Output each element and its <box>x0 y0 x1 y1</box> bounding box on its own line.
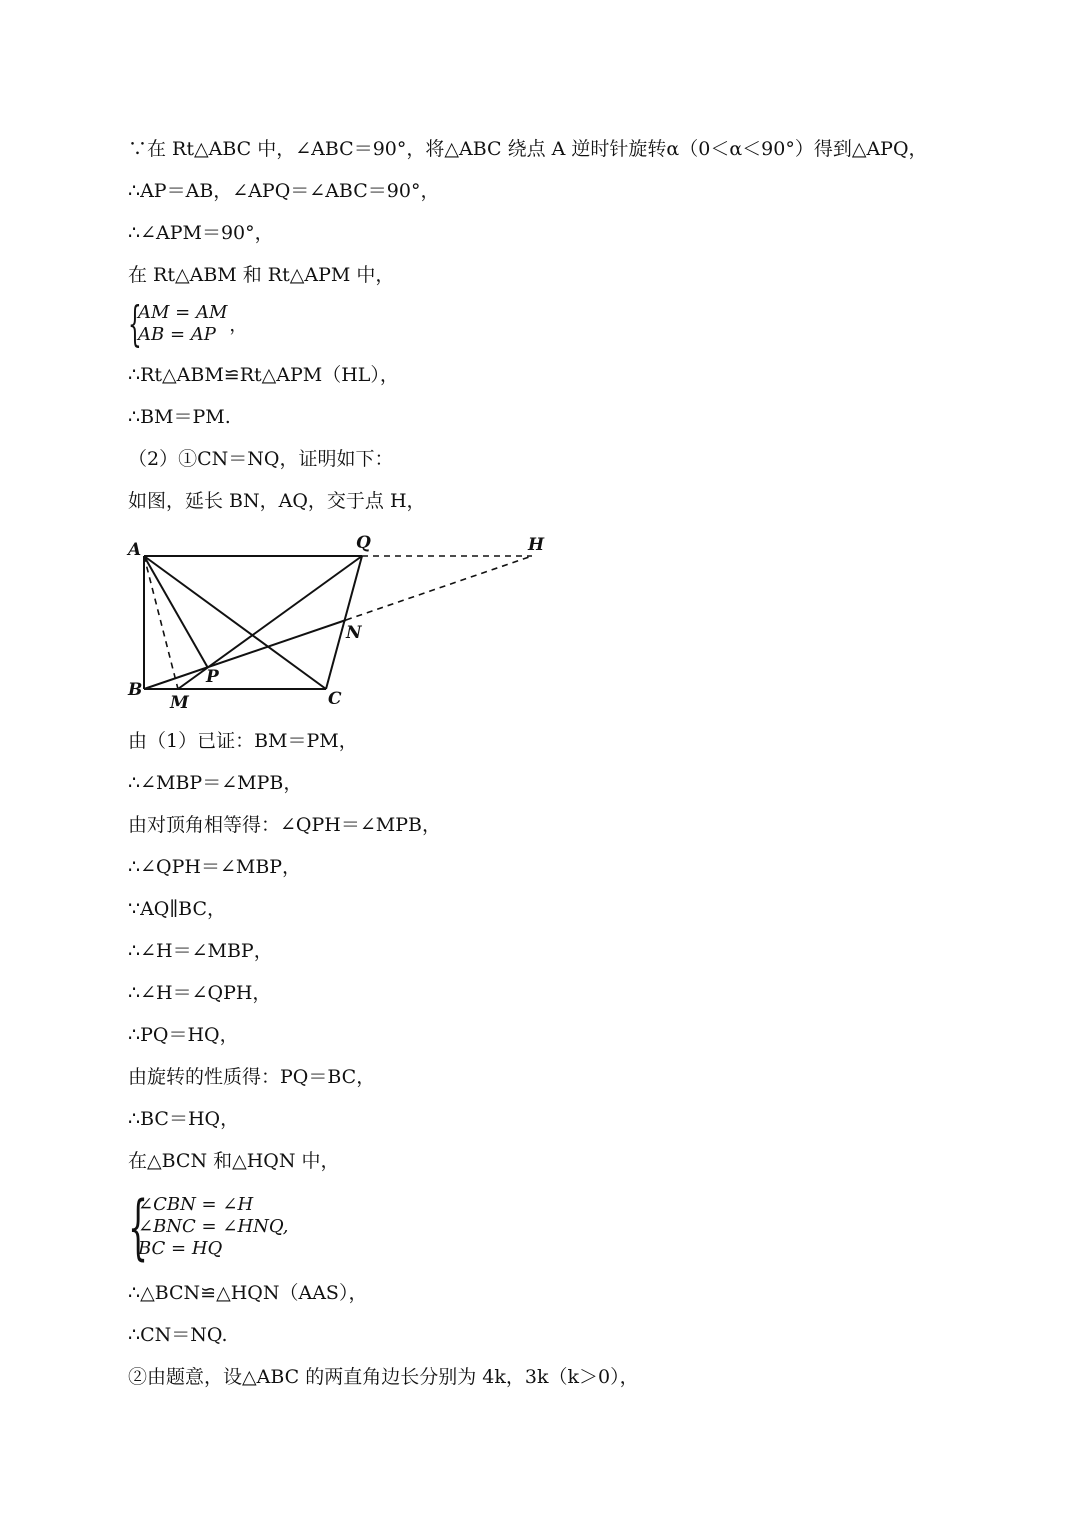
text-line-4: 在 Rt△ABM 和 Rt△APM 中， <box>128 264 395 286</box>
text-line-17: 由旋转的性质得：PQ＝BC， <box>128 1066 376 1088</box>
text-line-21: ∴CN＝NQ. <box>128 1324 228 1346</box>
segment-NH-dashed <box>346 556 532 620</box>
text-line-11: 由对顶角相等得：∠QPH＝∠MPB， <box>128 814 441 836</box>
label-M: M <box>170 693 189 713</box>
system-row: AM = AM <box>138 302 228 323</box>
segment-AP <box>144 556 208 668</box>
segment-AC <box>144 556 326 689</box>
text-line-10: ∴∠MBP＝∠MPB， <box>128 772 303 794</box>
text-line-15: ∴∠H＝∠QPH， <box>128 982 272 1004</box>
text-line-16: ∴PQ＝HQ， <box>128 1024 239 1046</box>
text-line-3: ∴∠APM＝90°， <box>128 222 274 244</box>
text-line-2: ∴AP＝AB，∠APQ＝∠ABC＝90°， <box>128 180 440 202</box>
system-row: BC = HQ <box>138 1238 223 1259</box>
label-B: B <box>128 680 143 700</box>
label-N: N <box>346 623 362 643</box>
system-rows <box>138 302 227 346</box>
label-Q: Q <box>356 533 371 553</box>
label-H: H <box>528 535 545 555</box>
label-P: P <box>206 667 219 687</box>
text-line-20: ∴△BCN≌△HQN（AAS）， <box>128 1282 368 1304</box>
equation-system-2 <box>128 1186 289 1268</box>
geometry-figure <box>120 528 560 718</box>
text-line-8: 如图，延长 BN，AQ，交于点 H， <box>128 490 426 512</box>
left-brace: { <box>128 1186 149 1268</box>
equation-system-1 <box>128 296 248 352</box>
label-A: A <box>128 540 142 560</box>
text-line-1: ∵在 Rt△ABC 中，∠ABC＝90°，将△ABC 绕点 A 逆时针旋转α（0＜α＜90°）得到△APQ， <box>128 138 928 160</box>
text-line-18: ∴BC＝HQ， <box>128 1108 240 1130</box>
left-brace: { <box>128 296 142 352</box>
system-row: ∠CBN = ∠H <box>138 1194 254 1215</box>
text-line-9: 由（1）已证：BM＝PM， <box>128 730 358 752</box>
text-line-5: ∴Rt△ABM≌Rt△APM（HL）， <box>128 364 399 386</box>
system-row: ∠BNC = ∠HNQ, <box>138 1216 289 1237</box>
text-line-12: ∴∠QPH＝∠MBP， <box>128 856 302 878</box>
system-row: AB = AP <box>138 324 216 345</box>
text-line-14: ∴∠H＝∠MBP， <box>128 940 273 962</box>
text-line-19: 在△BCN 和△HQN 中， <box>128 1150 340 1172</box>
text-line-7: （2）①CN＝NQ，证明如下： <box>128 448 394 470</box>
text-line-6: ∴BM＝PM. <box>128 406 231 428</box>
system-tail: ， <box>229 315 248 336</box>
text-line-22: ②由题意，设△ABC 的两直角边长分别为 4k，3k（k＞0）， <box>128 1366 639 1388</box>
text-line-13: ∵AQ∥BC， <box>128 898 227 920</box>
system-rows <box>138 1194 288 1260</box>
label-C: C <box>328 689 342 709</box>
